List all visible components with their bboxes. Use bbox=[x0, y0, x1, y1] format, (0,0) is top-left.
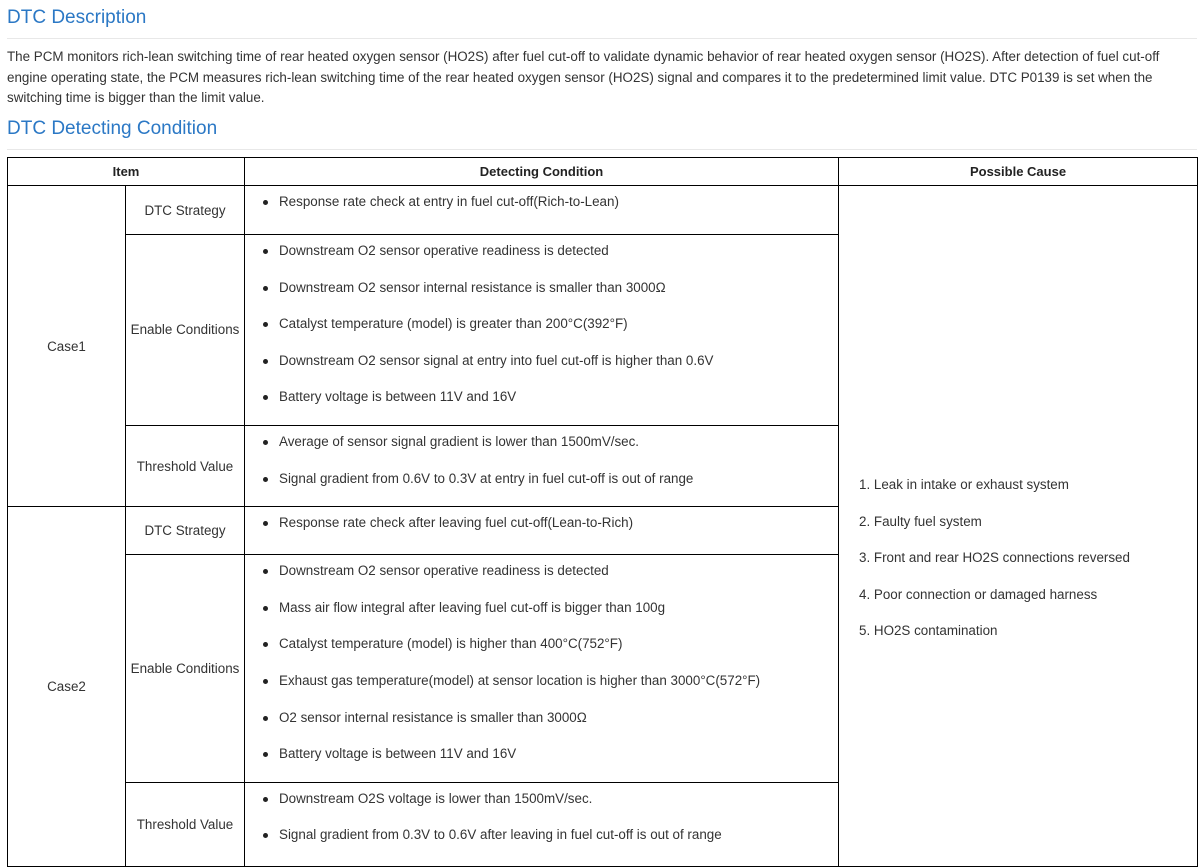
table-header-row bbox=[8, 158, 1198, 186]
list-item: Exhaust gas temperature(model) at sensor location is higher than 3000°C(572°F) bbox=[245, 672, 838, 709]
header-possible-cause: Possible Cause bbox=[839, 158, 1198, 186]
list-item: Average of sensor signal gradient is lower than 1500mV/sec. bbox=[245, 433, 838, 470]
possible-cause-cell bbox=[839, 186, 1198, 867]
list-item: 2. Faulty fuel system bbox=[859, 513, 982, 529]
case1-threshold-cell bbox=[245, 425, 839, 506]
case2-strategy-list bbox=[245, 507, 838, 551]
list-item: Signal gradient from 0.3V to 0.6V after leaving in fuel cut-off is out of range bbox=[245, 826, 838, 863]
list-item: Downstream O2S voltage is lower than 1500mV/sec. bbox=[245, 790, 838, 827]
list-item: Downstream O2 sensor signal at entry into fuel cut-off is higher than 0.6V bbox=[245, 352, 838, 389]
list-item: Mass air flow integral after leaving fuel cut-off is bigger than 100g bbox=[245, 599, 838, 636]
list-item: 3. Front and rear HO2S connections reversed bbox=[859, 550, 1130, 566]
case2-strategy-label: DTC Strategy bbox=[126, 507, 245, 555]
list-item: O2 sensor internal resistance is smaller than 3000Ω bbox=[245, 709, 838, 746]
section-divider bbox=[7, 38, 1197, 39]
list-item: 5. HO2S contamination bbox=[859, 623, 998, 639]
case2-threshold-label: Threshold Value bbox=[126, 782, 245, 866]
list-item: Response rate check at entry in fuel cut-off(Rich-to-Lean) bbox=[245, 193, 838, 230]
case1-enable-label: Enable Conditions bbox=[126, 235, 245, 426]
case1-threshold-label: Threshold Value bbox=[126, 425, 245, 506]
case1-enable-cell bbox=[245, 235, 839, 426]
header-detecting-condition: Detecting Condition bbox=[245, 158, 839, 186]
dtc-description-text: The PCM monitors rich-lean switching time of rear heated oxygen sensor (HO2S) after fuel cut-off to validate dynamic behavior of rear heated oxygen sensor (HO2S). After detection of fuel cut-off engine operating state, the PCM measures rich-lean switching time of the rear heated oxygen sensor (HO2S) signal and compares it to the predetermined limit value. DTC P0139 is set when the switching time is bigger than the limit value. bbox=[7, 49, 1160, 105]
case1-strategy-list bbox=[245, 186, 838, 230]
table-row bbox=[8, 186, 1198, 235]
list-item: Response rate check after leaving fuel cut-off(Lean-to-Rich) bbox=[245, 514, 838, 551]
list-item: Battery voltage is between 11V and 16V bbox=[245, 388, 838, 425]
list-item: 1. Leak in intake or exhaust system bbox=[859, 477, 1069, 492]
list-item: 4. Poor connection or damaged harness bbox=[859, 586, 1098, 602]
case2-strategy-cell bbox=[245, 507, 839, 555]
list-item: Downstream O2 sensor internal resistance is smaller than 3000Ω bbox=[245, 279, 838, 316]
list-item: Downstream O2 sensor operative readiness is detected bbox=[245, 562, 838, 599]
case1-label: Case1 bbox=[8, 186, 126, 507]
case2-enable-cell bbox=[245, 555, 839, 783]
list-item: Battery voltage is between 11V and 16V bbox=[245, 745, 838, 782]
possible-cause-list bbox=[839, 186, 1197, 659]
list-item: Signal gradient from 0.6V to 0.3V at entry in fuel cut-off is out of range bbox=[245, 470, 838, 507]
list-item: Catalyst temperature (model) is greater than 200°C(392°F) bbox=[245, 315, 838, 352]
detecting-condition-table bbox=[7, 157, 1198, 867]
case2-threshold-list bbox=[245, 783, 838, 863]
case2-threshold-cell bbox=[245, 782, 839, 866]
case1-enable-list bbox=[245, 235, 838, 425]
dtc-detecting-condition-title: DTC Detecting Condition bbox=[7, 118, 218, 139]
case1-strategy-cell bbox=[245, 186, 839, 235]
case2-enable-list bbox=[245, 555, 838, 782]
case1-threshold-list bbox=[245, 426, 838, 506]
list-item: Catalyst temperature (model) is higher than 400°C(752°F) bbox=[245, 635, 838, 672]
dtc-description-title: DTC Description bbox=[7, 7, 147, 28]
case1-strategy-label: DTC Strategy bbox=[126, 186, 245, 235]
header-item: Item bbox=[8, 158, 245, 186]
case2-label: Case2 bbox=[8, 507, 126, 867]
section-divider bbox=[7, 149, 1197, 150]
list-item: Downstream O2 sensor operative readiness is detected bbox=[245, 242, 838, 279]
case2-enable-label: Enable Conditions bbox=[126, 555, 245, 783]
